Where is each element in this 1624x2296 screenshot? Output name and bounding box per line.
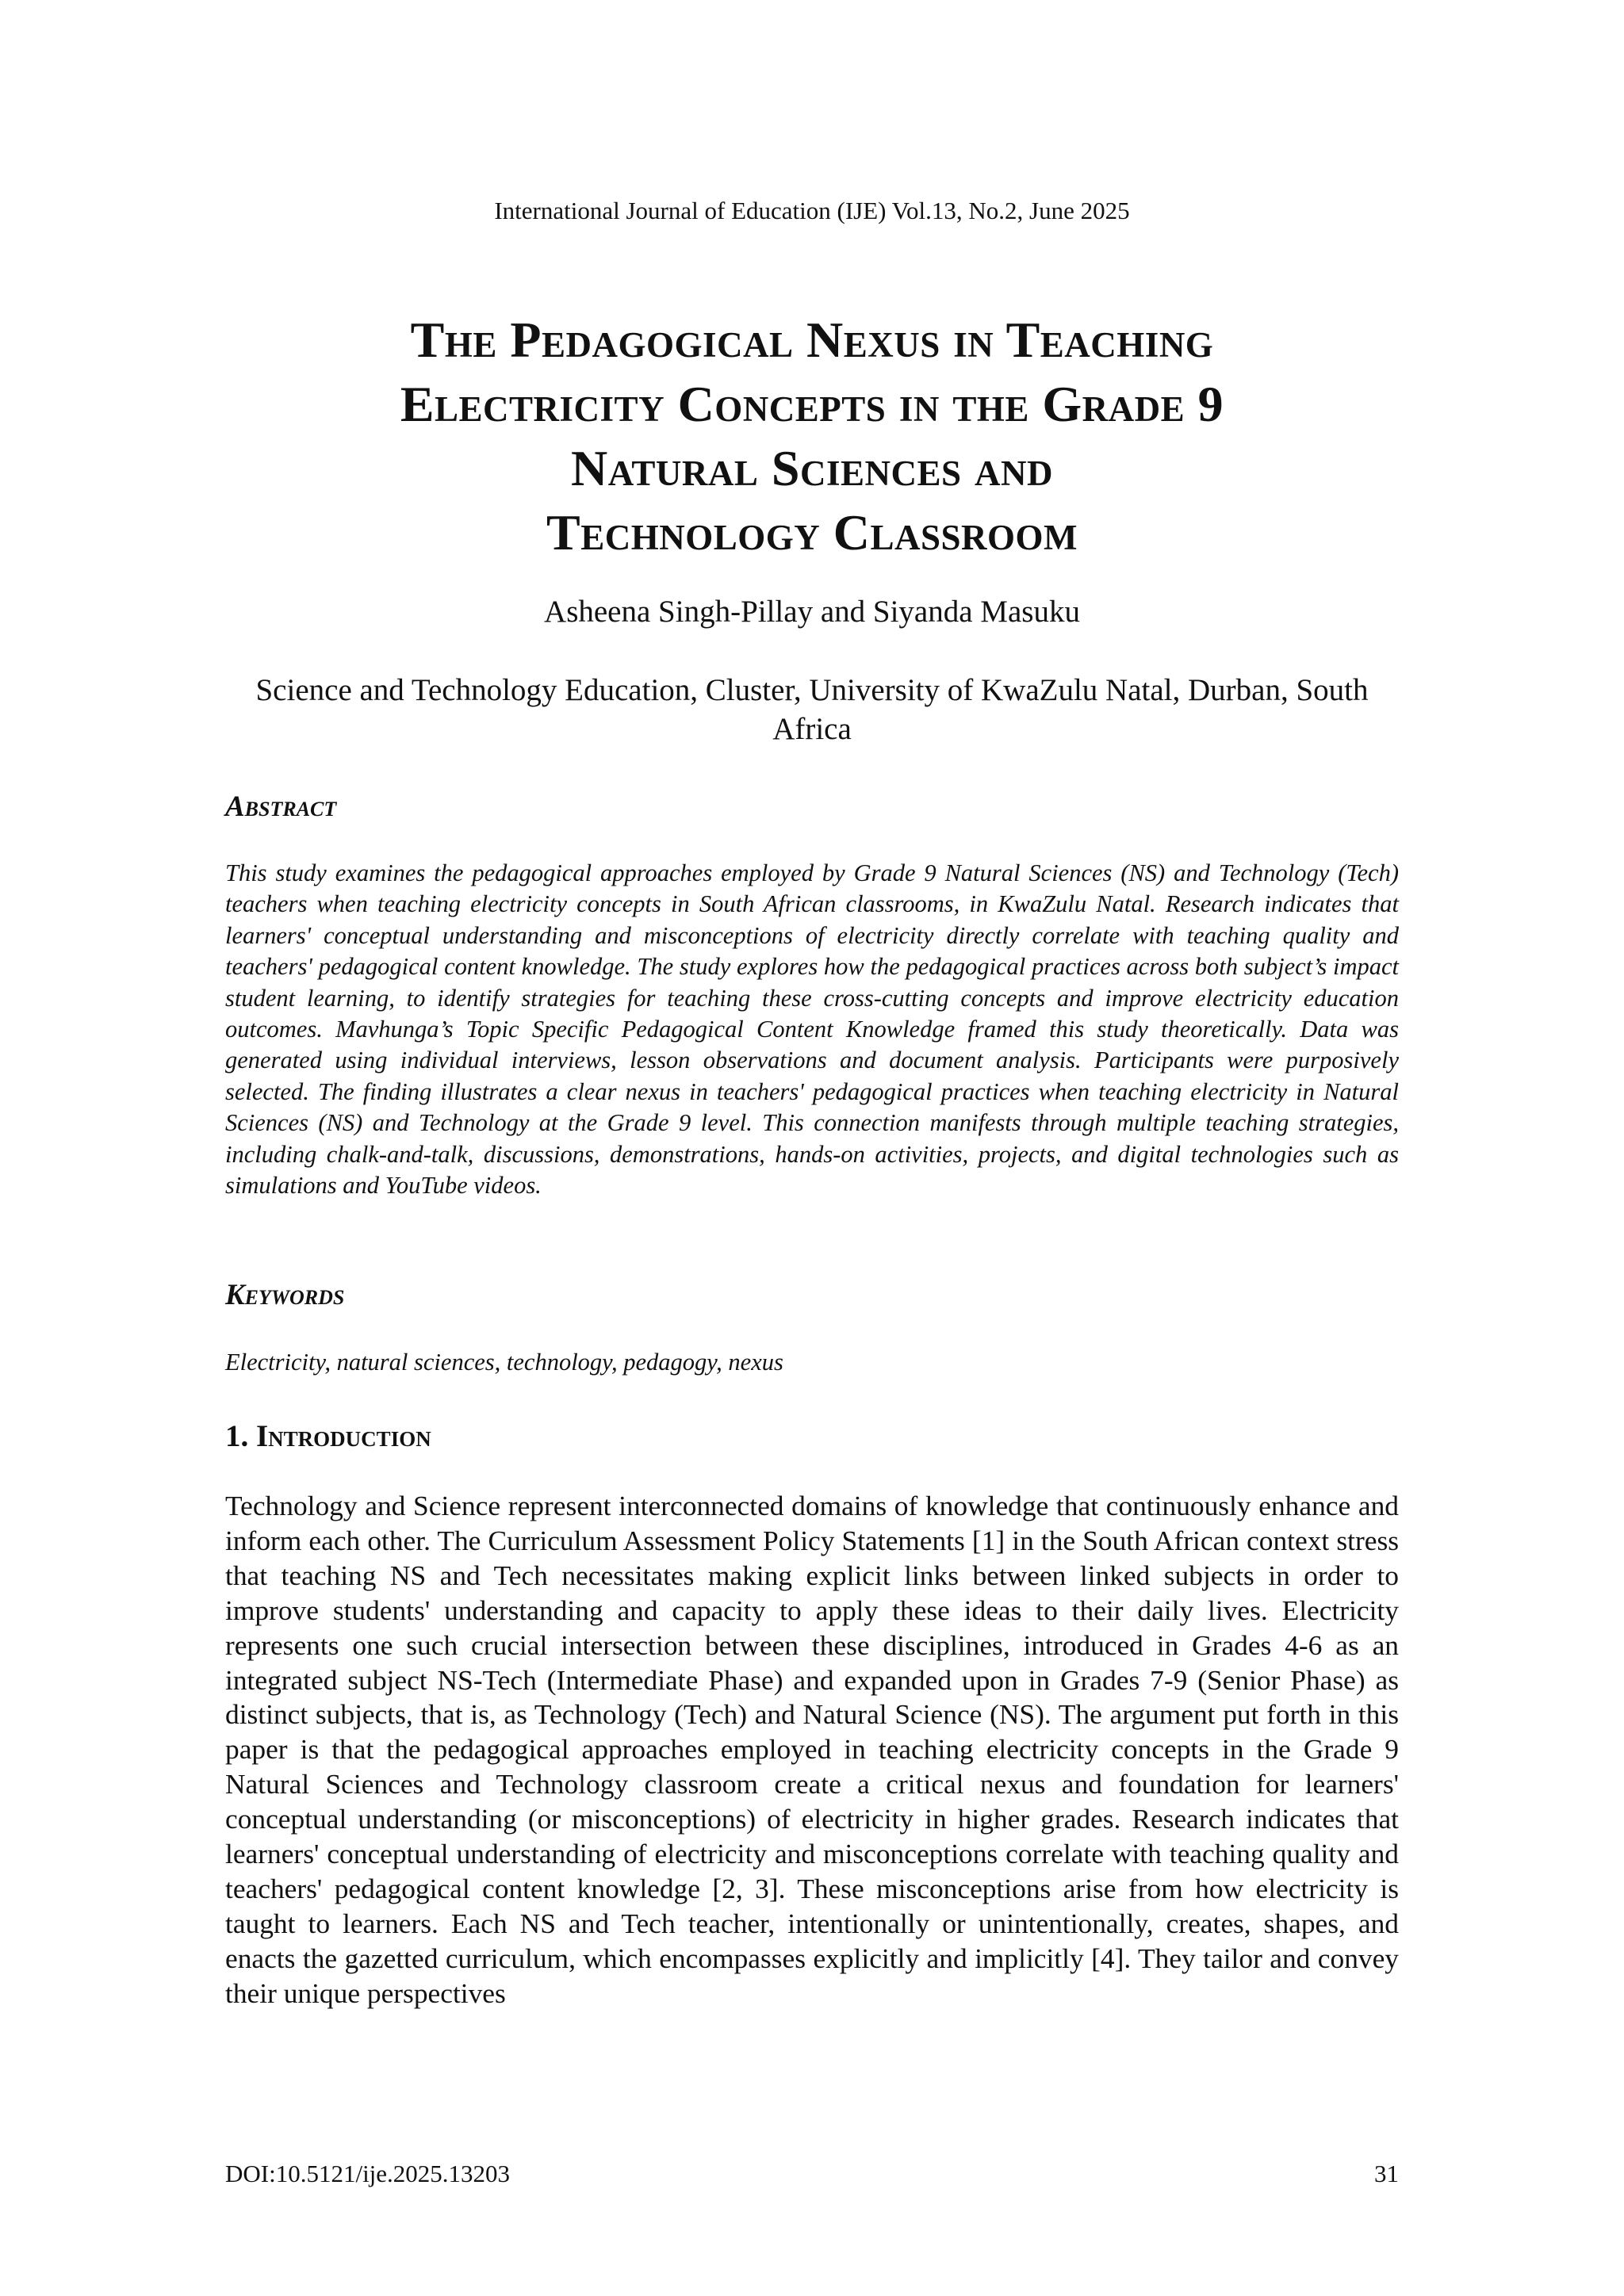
paper-title-line: Electricity Concepts in the Grade 9 [400, 376, 1224, 432]
paper-title-line: Technology Classroom [546, 504, 1078, 561]
abstract-body: This study examines the pedagogical approaches employed by Grade 9 Natural Sciences (NS) and Technology (Tech) teachers when teaching electricity concepts in South African classrooms, in KwaZulu Natal. Research indicates that learners' conceptual understanding and misconceptions of electricity directly correlate with teaching quality and teachers' pedagogical content knowledge. The study explores how the pedagogical practices across both subject’s impact student learning, to identify strategies for teaching these cross-cutting concepts and improve electricity education outcomes. Mavhunga’s Topic Specific Pedagogical Content Knowledge framed this study theoretically. Data was generated using individual interviews, lesson observations and document analysis. Participants were purposively selected. The finding illustrates a clear nexus in teachers' pedagogical practices when teaching electricity in Natural Sciences (NS) and Technology at the Grade 9 level. This connection manifests through multiple teaching strategies, including chalk-and-talk, discussions, demonstrations, hands-on activities, projects, and digital technologies such as simulations and YouTube videos. [225, 859, 1399, 1200]
page-number: 31 [1374, 2160, 1399, 2187]
footer-doi: DOI:10.5121/ije.2025.13203 [225, 2160, 511, 2187]
author-affiliation: Science and Technology Education, Cluster, University of KwaZulu Natal, Durban, South Africa [255, 673, 1369, 746]
author-list: Asheena Singh-Pillay and Siyanda Masuku [544, 595, 1080, 629]
abstract-heading: Abstract [225, 790, 337, 823]
introduction-heading: 1. Introduction [225, 1419, 431, 1453]
journal-header: International Journal of Education (IJE) Vol.13, No.2, June 2025 [494, 197, 1130, 224]
introduction-body: Technology and Science represent interconnected domains of knowledge that continuously enhance and inform each other. The Curriculum Assessment Policy Statements [1] in the South African context stress that teaching NS and Tech necessitates making explicit links between linked subjects in order to improve students' understanding and capacity to apply these ideas to their daily lives. Electricity represents one such crucial intersection between these disciplines, introduced in Grades 4-6 as an integrated subject NS-Tech (Intermediate Phase) and expanded upon in Grades 7-9 (Senior Phase) as distinct subjects, that is, as Technology (Tech) and Natural Science (NS). The argument put forth in this paper is that the pedagogical approaches employed in teaching electricity concepts in the Grade 9 Natural Sciences and Technology classroom create a critical nexus and foundation for learners' conceptual understanding (or misconceptions) of electricity in higher grades. Research indicates that learners' conceptual understanding of electricity and misconceptions correlate with teaching quality and teachers' pedagogical content knowledge [2, 3]. These misconceptions arise from how electricity is taught to learners. Each NS and Tech teacher, intentionally or unintentionally, creates, shapes, and enacts the gazetted curriculum, which encompasses explicitly and implicitly [4]. They tailor and convey their unique perspectives [225, 1490, 1399, 2009]
keywords-heading: Keywords [225, 1279, 345, 1311]
paper-title-line: Natural Sciences and [570, 440, 1054, 496]
paper-title [257, 308, 1367, 564]
paper-title-line: The Pedagogical Nexus in Teaching [410, 312, 1214, 368]
keywords-body: Electricity, natural sciences, technology, pedagogy, nexus [225, 1349, 783, 1376]
